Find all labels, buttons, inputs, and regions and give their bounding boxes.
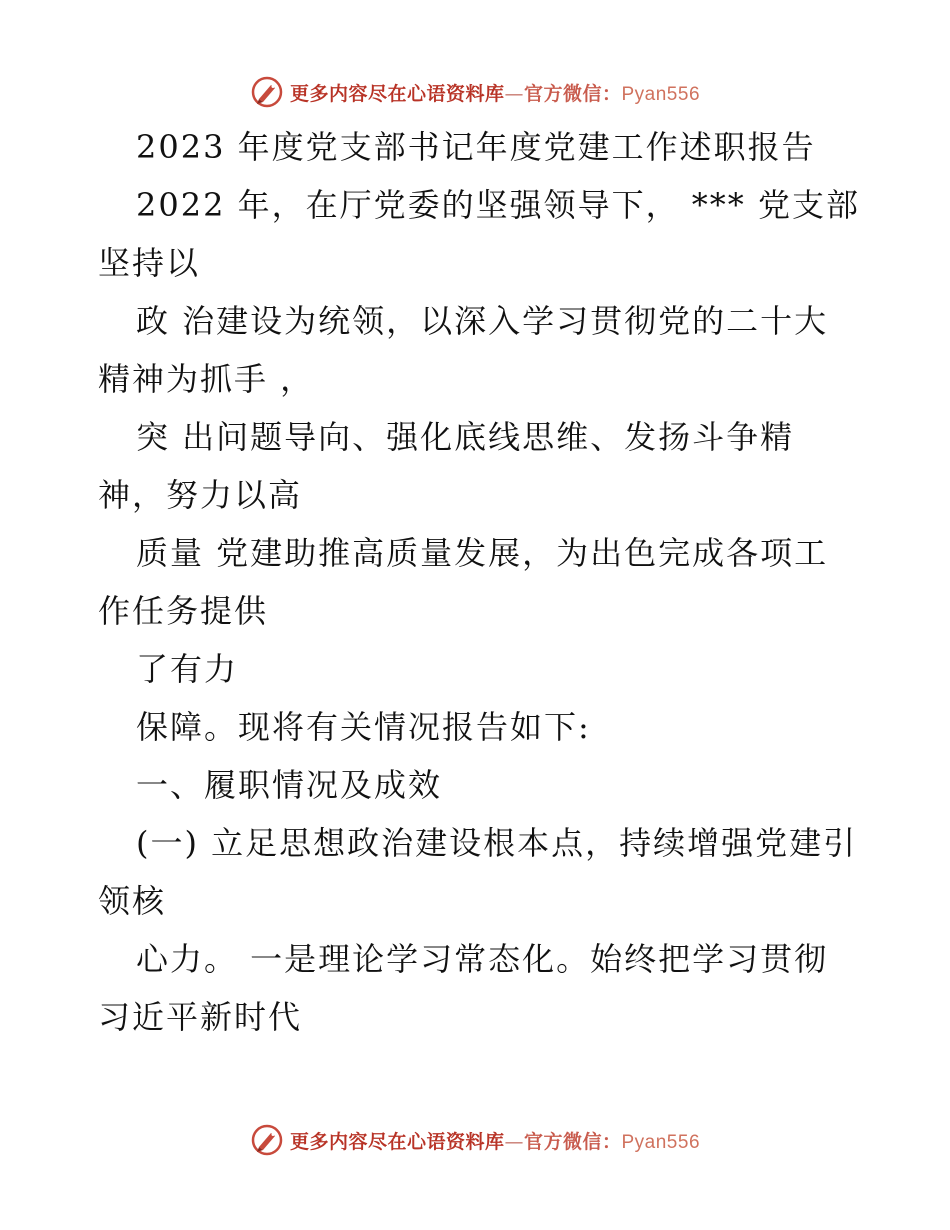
paragraph-line: 习近平新时代 [98, 998, 303, 1036]
paragraph-line: 质量 党建助推高质量发展，为出色完成各项工 [136, 534, 829, 572]
watermark-wechat-id: Pyan556 [621, 1131, 701, 1153]
footer-watermark [0, 1120, 950, 1160]
paragraph-line: 领核 [98, 882, 167, 920]
paragraph-line: 2022 年，在厅党委的坚强领导下， *** 党支部 [136, 186, 860, 224]
paragraph-line: 神，努力以高 [98, 476, 303, 514]
watermark-brand: 更多内容尽在心语资料库 [289, 1130, 505, 1153]
watermark-separator: — [504, 1130, 524, 1153]
paragraph-line: 政 治建设为统领，以深入学习贯彻党的二十大 [136, 302, 829, 340]
pen-logo-icon [250, 1123, 284, 1157]
paragraph-line: 作任务提供 [98, 592, 269, 630]
watermark-wechat-label: 官方微信： [523, 1130, 622, 1153]
section-heading: 一、履职情况及成效 [136, 766, 443, 804]
watermark-text [290, 1127, 700, 1154]
watermark-brand: 更多内容尽在心语资料库 [289, 82, 505, 105]
paragraph-line: 了有力 [136, 650, 239, 688]
document-title: 2023 年度党支部书记年度党建工作述职报告 [136, 128, 816, 166]
document-body [98, 118, 858, 1046]
subsection-heading: (一) 立足思想政治建设根本点，持续增强党建引 [136, 824, 858, 862]
header-watermark [0, 72, 950, 112]
paragraph-line: 突 出问题导向、强化底线思维、发扬斗争精 [136, 418, 795, 456]
watermark-wechat-id: Pyan556 [621, 83, 701, 105]
paragraph-line: 心力。 一是理论学习常态化。始终把学习贯彻 [136, 940, 829, 978]
watermark-separator: — [504, 82, 524, 105]
paragraph-line: 坚持以 [98, 244, 201, 282]
watermark-wechat-label: 官方微信： [523, 82, 622, 105]
watermark-text [290, 79, 700, 106]
paragraph-line: 精神为抓手 ， [98, 360, 315, 398]
pen-logo-icon [250, 75, 284, 109]
paragraph-line: 保障。现将有关情况报告如下: [136, 708, 591, 746]
